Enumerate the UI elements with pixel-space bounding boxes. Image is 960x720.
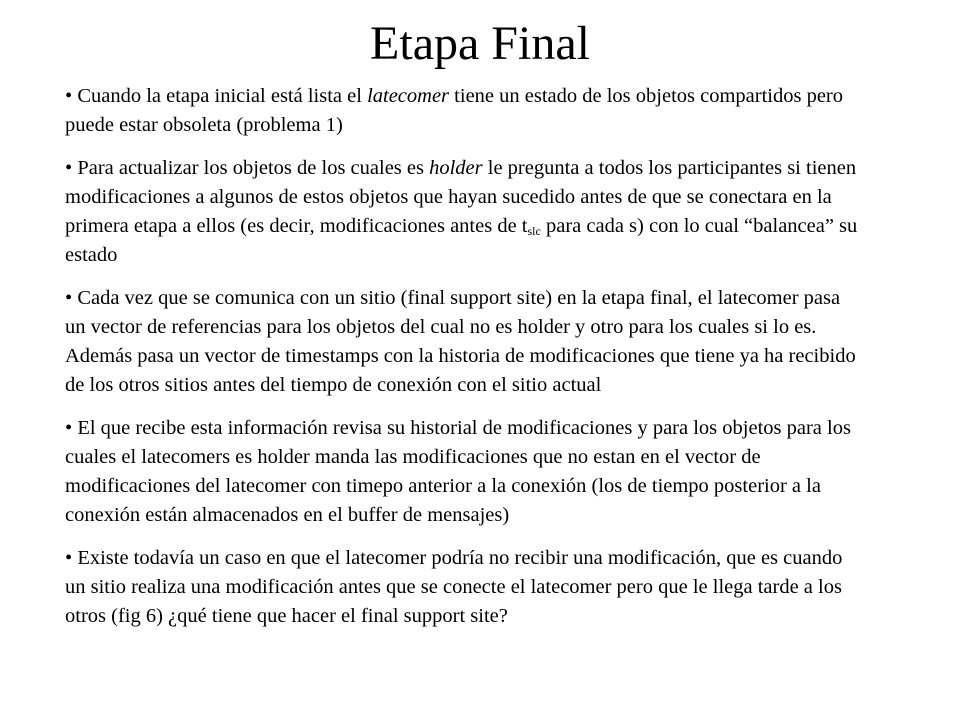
bullet-dot: • bbox=[65, 287, 73, 309]
bullet-item-2 bbox=[65, 154, 865, 270]
bullet-dot: • bbox=[65, 547, 73, 569]
slide-title: Etapa Final bbox=[370, 17, 590, 70]
bullet-subscript: slc bbox=[527, 224, 541, 238]
bullet-item-4 bbox=[65, 414, 865, 530]
bullet-item-1 bbox=[65, 82, 865, 140]
bullet-item-5 bbox=[65, 544, 865, 631]
bullet-dot: • bbox=[65, 157, 73, 179]
bullet-list bbox=[65, 82, 865, 645]
bullet-text: Para actualizar los objetos de los cuales es bbox=[77, 157, 430, 179]
bullet-emphasis: latecomer bbox=[367, 85, 450, 107]
bullet-text: Existe todavía un caso en que el latecomer podría no recibir una modificación, que es cuando un sitio realiza una modificación antes que se conecte el latecomer pero que le llega tarde a los otros (fig 6) ¿qué tiene que hacer el final support site? bbox=[65, 547, 843, 627]
bullet-text: para cada s) con lo cual “balancea” su estado bbox=[65, 215, 858, 266]
bullet-text: Cuando la etapa inicial está lista el bbox=[77, 85, 368, 107]
bullet-text: le pregunta a todos los participantes si tienen modificaciones a algunos de estos objetos que hayan sucedido antes de que se conectara en la primera etapa a ellos (es decir, modificaciones antes de t bbox=[65, 157, 857, 237]
bullet-text: El que recibe esta información revisa su historial de modificaciones y para los objetos para los cuales el latecomers es holder manda las modificaciones que no estan en el vector de modificaciones del latecomer con timepo anterior a la conexión (los de tiempo posterior a la conexión están almacenados en el buffer de mensajes) bbox=[65, 417, 851, 526]
bullet-text: Cada vez que se comunica con un sitio (final support site) en la etapa final, el latecomer pasa un vector de referencias para los objetos del cual no es holder y otro para los cuales si lo es. Además pasa un vector de timestamps con la historia de modificaciones que tiene ya ha recibido de los otros sitios antes del tiempo de conexión con el sitio actual bbox=[65, 287, 856, 396]
bullet-dot: • bbox=[65, 417, 73, 439]
bullet-text: tiene un estado de los objetos compartidos pero puede estar obsoleta (problema 1) bbox=[65, 85, 844, 136]
bullet-emphasis: holder bbox=[429, 157, 483, 179]
bullet-dot: • bbox=[65, 85, 73, 107]
bullet-item-3 bbox=[65, 284, 865, 400]
